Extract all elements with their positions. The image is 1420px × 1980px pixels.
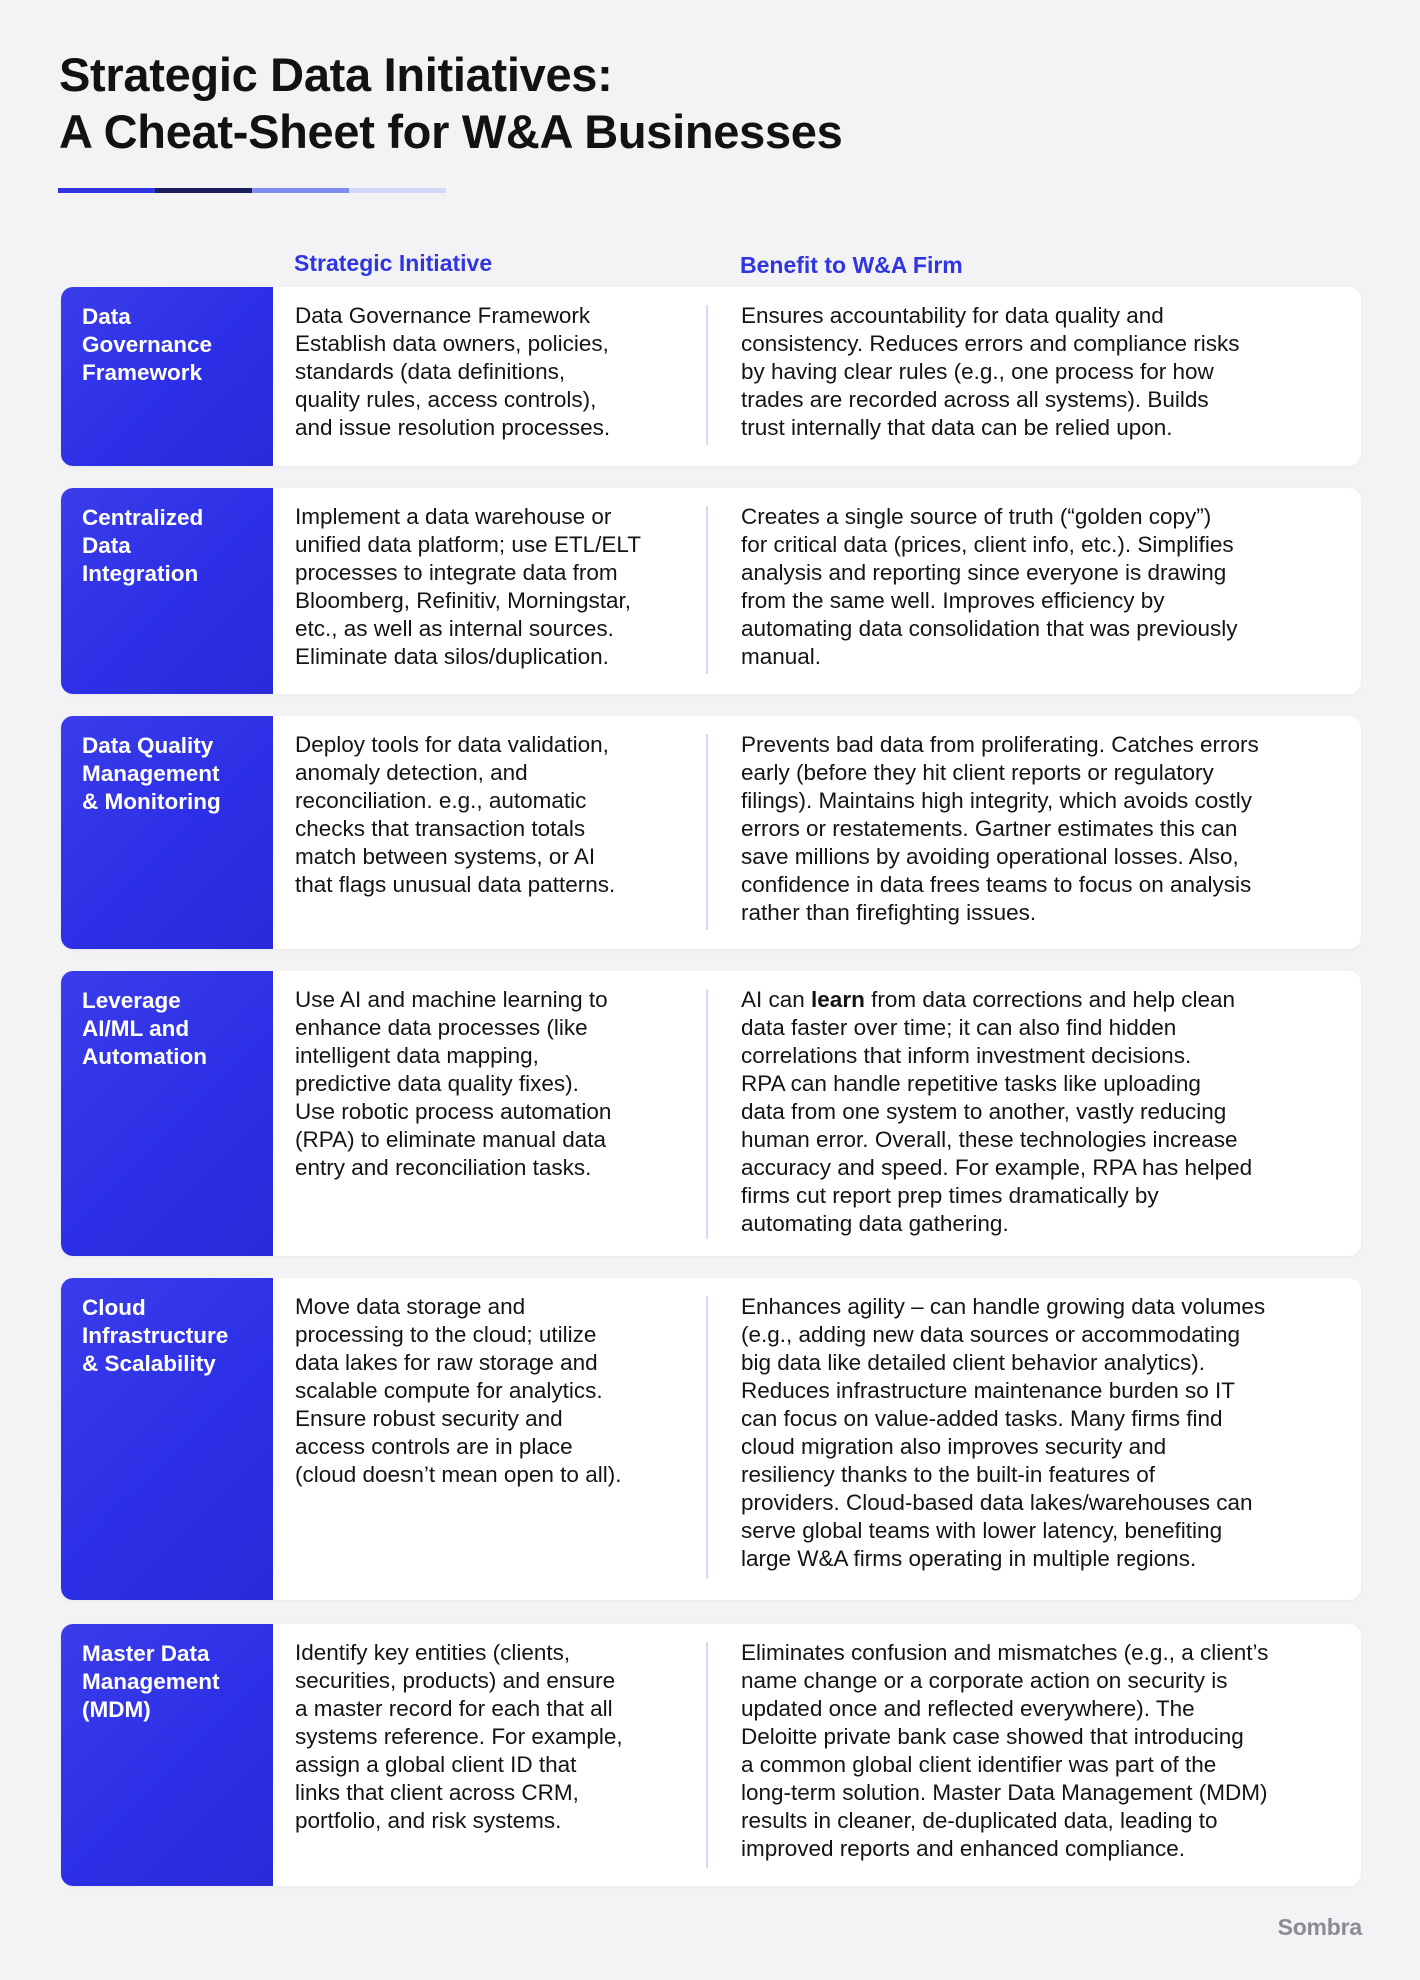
table-row (61, 716, 1361, 949)
table-row (61, 1278, 1361, 1600)
table-row (61, 971, 1361, 1256)
column-divider (706, 734, 708, 930)
page-title (59, 46, 842, 160)
row-benefit: Prevents bad data from proliferating. Catches errors early (before they hit client reports or regulatory filings). Maintains high integrity, which avoids costly errors or restatements. Gartner estimates this can save millions by avoiding operational losses. Also, confidence in data frees teams to focus on analysis rather than firefighting issues. (741, 732, 1259, 925)
row-benefit: Creates a single source of truth (“golden copy”) for critical data (prices, client info, etc.). Simplifies analysis and reporting since everyone is drawing from the same well. Improves efficiency by automating data consolidation that was previously manual. (741, 504, 1238, 669)
row-initiative: Identify key entities (clients, securities, products) and ensure a master record for each that all systems reference. For example, assign a global client ID that links that client across CRM, portfolio, and risk systems. (295, 1640, 623, 1833)
row-initiative: Use AI and machine learning to enhance data processes (like intelligent data mapping, predictive data quality fixes). Use robotic process automation (RPA) to eliminate manual data entry and reconciliation tasks. (295, 987, 612, 1180)
title-line-1: Strategic Data Initiatives: (59, 48, 613, 101)
table-row (61, 287, 1361, 466)
column-divider (706, 1296, 708, 1579)
row-label: Data Quality Management & Monitoring (61, 716, 273, 949)
accent-segment-3 (252, 188, 349, 193)
accent-segment-2 (155, 188, 252, 193)
row-label: Leverage AI/ML and Automation (61, 971, 273, 1256)
row-initiative: Deploy tools for data validation, anomaly detection, and reconciliation. e.g., automatic checks that transaction totals match between systems, or AI that flags unusual data patterns. (295, 732, 616, 897)
row-label: Master Data Management (MDM) (61, 1624, 273, 1886)
benefit-first-line: AI can learn from data corrections and help clean (741, 987, 1236, 1012)
column-divider (706, 305, 708, 445)
accent-divider (58, 188, 446, 193)
title-line-2: A Cheat-Sheet for W&A Businesses (59, 105, 843, 158)
column-header-initiative: Strategic Initiative (294, 250, 493, 276)
table-row (61, 488, 1361, 694)
row-benefit: AI can learn from data corrections and help clean data faster over time; it can also find hidden correlations that inform investment decisions. RPA can handle repetitive tasks like uploading data from one system to another, vastly reducing human error. Overall, these technologies increase accuracy and speed. For example, RPA has helped firms cut report prep times dramatically by automating data gathering. (741, 986, 1346, 1238)
table-row (61, 1624, 1361, 1886)
row-benefit: Eliminates confusion and mismatches (e.g., a client’s name change or a corporate action on security is updated once and reflected everywhere). The Deloitte private bank case showed that introducing a common global client identifier was part of the long-term solution. Master Data Management (MDM) results in cleaner, de-duplicated data, leading to improved reports and enhanced compliance. (741, 1640, 1269, 1861)
row-label: Cloud Infrastructure & Scalability (61, 1278, 273, 1600)
row-initiative: Move data storage and processing to the cloud; utilize data lakes for raw storage and scalable compute for analytics. Ensure robust security and access controls are in place (cloud doesn’t mean open to all). (295, 1294, 622, 1487)
row-initiative: Data Governance Framework Establish data owners, policies, standards (data definitions, quality rules, access controls), and issue resolution processes. (295, 303, 611, 440)
column-divider (706, 1642, 708, 1868)
row-initiative: Implement a data warehouse or unified data platform; use ETL/ELT processes to integrate data from Bloomberg, Refinitiv, Morningstar, etc., as well as internal sources. Eliminate data silos/duplication. (295, 504, 642, 669)
column-divider (706, 506, 708, 674)
column-header-benefit: Benefit to W&A Firm (740, 252, 963, 278)
row-benefit: Enhances agility – can handle growing data volumes (e.g., adding new data sources or accommodating big data like detailed client behavior analytics). Reduces infrastructure maintenance burden so IT can focus on value-added tasks. Many firms find cloud migration also improves security and resiliency thanks to the built-in features of providers. Cloud-based data lakes/warehouses can serve global teams with lower latency, benefiting large W&A firms operating in multiple regions. (741, 1294, 1266, 1571)
row-label: Centralized Data Integration (61, 488, 273, 694)
row-benefit: Ensures accountability for data quality and consistency. Reduces errors and compliance risks by having clear rules (e.g., one process for how trades are recorded across all systems). Builds trust internally that data can be relied upon. (741, 303, 1240, 440)
accent-segment-1 (58, 188, 155, 193)
accent-segment-4 (349, 188, 446, 193)
row-label: Data Governance Framework (61, 287, 273, 466)
column-divider (706, 989, 708, 1239)
emphasis-learn: learn (811, 987, 865, 1012)
sombra-logo: Sombra (1277, 1914, 1362, 1940)
